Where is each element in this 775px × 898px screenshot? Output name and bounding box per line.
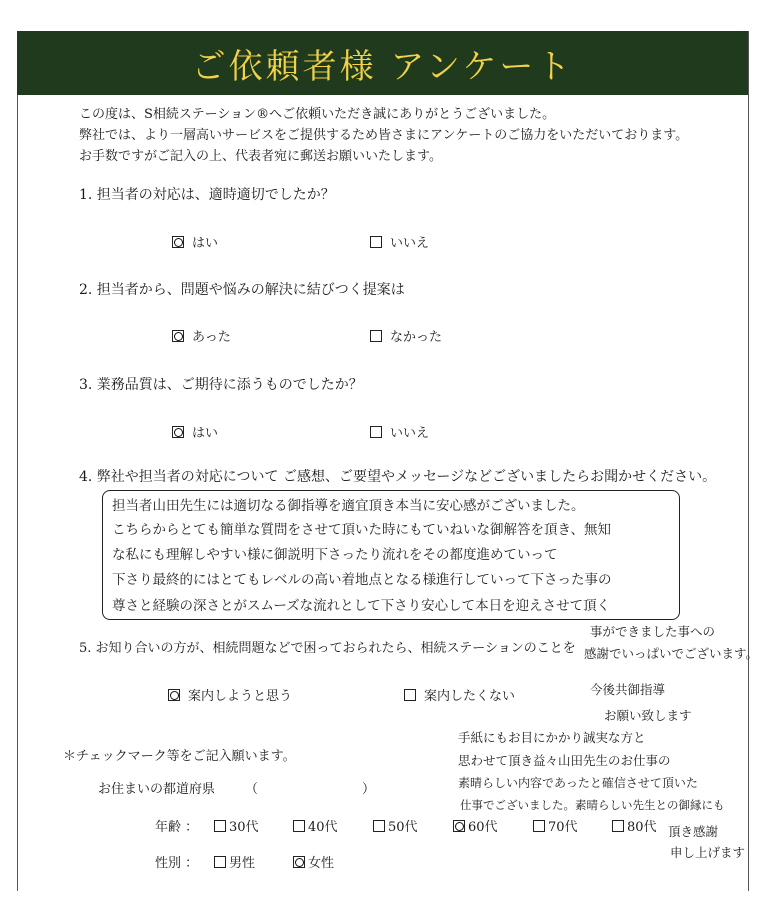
q2-option-yes[interactable] xyxy=(172,326,231,345)
age-50[interactable] xyxy=(373,816,418,835)
age-option-label: 80代 xyxy=(627,820,657,835)
age-option-label: 40代 xyxy=(308,820,338,835)
age-30[interactable] xyxy=(214,816,259,835)
question-2: 2. 担当者から、問題や悩みの解決に結びつく提案は xyxy=(79,282,405,298)
option-label: はい xyxy=(192,426,219,441)
handwritten-note-line: 申し上げます xyxy=(670,845,746,860)
handwritten-comment-line: 今後共御指導 xyxy=(590,682,666,697)
question-1: 1. 担当者の対応は、適時適切でしたか？ xyxy=(79,187,335,203)
option-label: 案内しようと思う xyxy=(188,689,293,704)
checkbox-checked[interactable] xyxy=(172,426,184,438)
option-label: なかった xyxy=(390,330,443,345)
age-70[interactable] xyxy=(533,816,578,835)
checkbox-checked[interactable] xyxy=(453,820,465,832)
gender-male[interactable] xyxy=(214,852,255,871)
checkmark-note: ＊チェックマーク等をご記入願います。 xyxy=(63,749,296,764)
checkbox[interactable] xyxy=(612,820,624,832)
prefecture-label: お住まいの都道府県 xyxy=(98,782,216,797)
survey-title: ご依頼者様 アンケート xyxy=(191,46,574,87)
handwritten-note-line: 手紙にもお目にかかり誠実な方と xyxy=(458,730,646,745)
option-label: いいえ xyxy=(390,236,430,251)
handwritten-note-line: 思わせて頂き益々山田先生のお仕事の xyxy=(458,753,671,768)
age-40[interactable] xyxy=(293,816,338,835)
option-label: はい xyxy=(192,236,219,251)
checkbox[interactable] xyxy=(214,820,226,832)
handwritten-note-line: 仕事でございました。素晴らしい先生との御縁にも xyxy=(460,798,725,812)
question-3: 3. 業務品質は、ご期待に添うものでしたか？ xyxy=(79,377,363,393)
handwritten-comment-line: 感謝でいっぱいでございます。 xyxy=(584,646,759,661)
intro-line-1: この度は、S相続ステーション®へご依頼いただき誠にありがとうございました。 xyxy=(79,107,556,122)
handwritten-comment-line: 下さり最終的にはとてもレベルの高い着地点となる様進行していって下さった事の xyxy=(112,572,612,588)
gender-option-label: 男性 xyxy=(229,856,256,871)
q1-option-no[interactable] xyxy=(370,232,429,251)
checkbox[interactable] xyxy=(370,426,382,438)
handwritten-comment-line: 事ができました事への xyxy=(590,624,716,639)
q2-option-no[interactable] xyxy=(370,326,442,345)
checkbox[interactable] xyxy=(293,820,305,832)
gender-option-label: 女性 xyxy=(308,856,335,871)
intro-line-3: お手数ですがご記入の上、代表者宛に郵送お願いいたします。 xyxy=(79,149,442,164)
gender-label: 性別 ： xyxy=(155,856,199,871)
handwritten-note-line: 頂き感謝 xyxy=(668,824,719,839)
q3-option-no[interactable] xyxy=(370,422,429,441)
age-option-label: 70代 xyxy=(548,820,578,835)
gender-female[interactable] xyxy=(293,852,334,871)
checkbox[interactable] xyxy=(404,689,416,701)
age-80[interactable] xyxy=(612,816,657,835)
option-label: いいえ xyxy=(390,426,430,441)
checkbox-checked[interactable] xyxy=(172,330,184,342)
handwritten-comment-line: な私にも理解しやすい様に御説明下さったり流れをその都度進めていって xyxy=(112,547,558,563)
question-5: 5. お知り合いの方が、相続問題などで困っておられたら、相続ステーションのことを xyxy=(79,641,576,656)
question-4: 4. 弊社や担当者の対応について ご感想、ご要望やメッセージなどございましたらお聞かせください。 xyxy=(79,469,717,485)
handwritten-comment-line: こちらからとても簡単な質問をさせて頂いた時にもていねいな御解答を頂き、無知 xyxy=(112,522,611,538)
handwritten-comment-line: 尊さと経験の深さとがスムーズな流れとして下さり安心して本日を迎えさせて頂く xyxy=(112,598,611,614)
age-option-label: 60代 xyxy=(468,820,498,835)
checkbox[interactable] xyxy=(373,820,385,832)
q1-option-yes[interactable] xyxy=(172,232,218,251)
age-option-label: 30代 xyxy=(229,820,259,835)
checkbox-checked[interactable] xyxy=(168,689,180,701)
title-banner xyxy=(17,31,748,95)
checkbox-checked[interactable] xyxy=(293,856,305,868)
checkbox[interactable] xyxy=(370,330,382,342)
handwritten-comment-line: 担当者山田先生には適切なる御指導を適宜頂き本当に安心感がございました。 xyxy=(112,498,585,514)
age-label: 年齢 ： xyxy=(155,820,199,835)
checkbox[interactable] xyxy=(533,820,545,832)
q5-option-no[interactable] xyxy=(404,685,515,704)
age-option-label: 50代 xyxy=(388,820,418,835)
prefecture-field[interactable]: （ ） xyxy=(245,782,376,797)
option-label: あった xyxy=(192,330,231,345)
handwritten-comment-line: お願い致します xyxy=(604,708,692,723)
checkbox[interactable] xyxy=(214,856,226,868)
checkbox-checked[interactable] xyxy=(172,236,184,248)
age-60[interactable] xyxy=(453,816,498,835)
option-label: 案内したくない xyxy=(424,689,516,704)
checkbox[interactable] xyxy=(370,236,382,248)
intro-line-2: 弊社では、より一層高いサービスをご提供するため皆さまにアンケートのご協力をいただいております。 xyxy=(79,128,689,143)
q3-option-yes[interactable] xyxy=(172,422,218,441)
handwritten-note-line: 素晴らしい内容であったと確信させて頂いた xyxy=(458,776,698,790)
q5-option-yes[interactable] xyxy=(168,685,292,704)
